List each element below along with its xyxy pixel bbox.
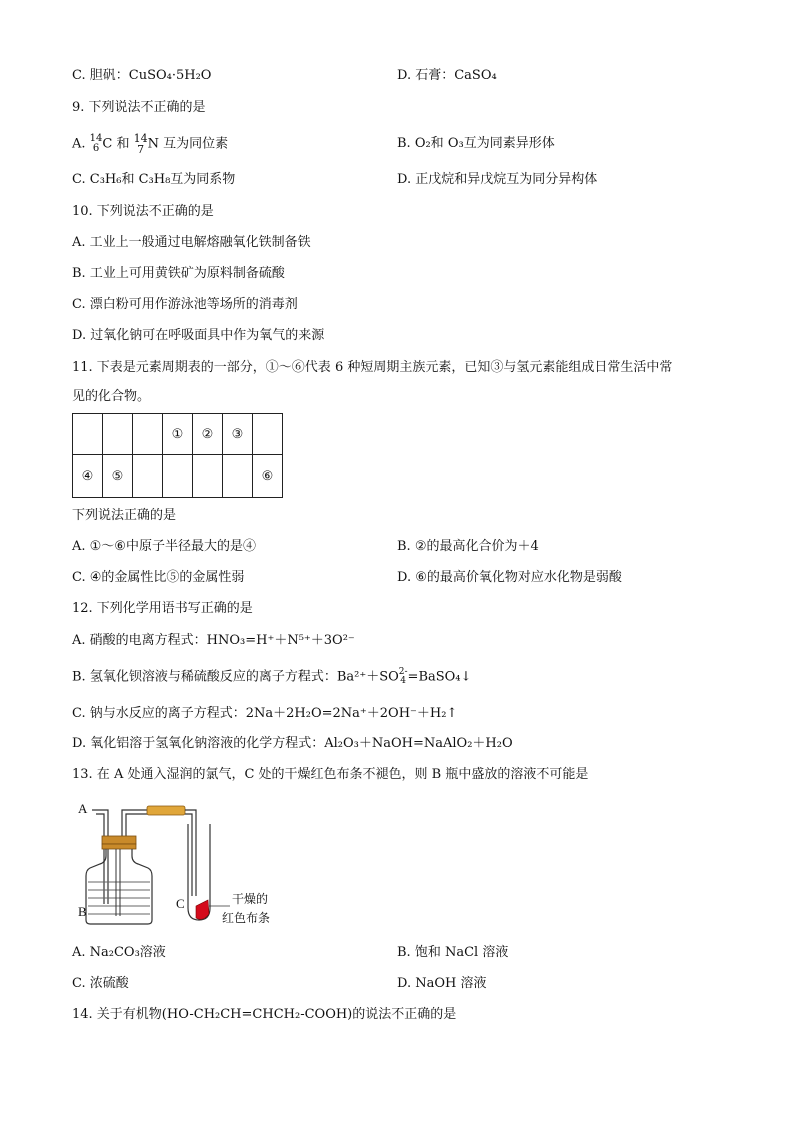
nuclide-n14-numbers: 14 7 <box>133 132 148 156</box>
q12-option-d: D. 氧化铝溶于氢氧化钠溶液的化学方程式：Al₂O₃＋NaOH=NaAlO₂＋H₂O <box>72 736 513 751</box>
q13-option-b: B. 饱和 NaCl 溶液 <box>397 945 509 960</box>
table-cell <box>133 414 163 455</box>
table-cell <box>133 455 163 498</box>
bottle-stopper-lower <box>102 844 136 849</box>
q12-option-a: A. 硝酸的电离方程式：HNO₃=H⁺＋N⁵⁺＋3O²⁻ <box>72 633 355 648</box>
table-cell: ④ <box>73 455 103 498</box>
table-cell: ③ <box>223 414 253 455</box>
table-cell <box>223 455 253 498</box>
q12-option-c: C. 钠与水反应的离子方程式：2Na＋2H₂O=2Na⁺＋2OH⁻＋H₂↑ <box>72 706 458 721</box>
q9-option-b: B. O₂和 O₃互为同素异形体 <box>397 136 555 151</box>
table-cell <box>193 455 223 498</box>
q12-stem: 12. 下列化学用语书写正确的是 <box>72 601 253 616</box>
q9-option-a-n: N 互为同位素 <box>147 136 229 152</box>
inlet-tube-inner <box>96 814 104 904</box>
q13-stem: 13. 在 A 处通入湿润的氯气，C 处的干燥红色布条不褪色，则 B 瓶中盛放的溶液不可能是 <box>72 767 589 782</box>
q9-option-c: C. C₃H₆和 C₃H₈互为同系物 <box>72 172 236 187</box>
q9-stem: 9. 下列说法不正确的是 <box>72 100 206 115</box>
q14-stem: 14. 关于有机物(HO-CH₂CH=CHCH₂-COOH)的说法不正确的是 <box>72 1007 457 1022</box>
q10-option-c: C. 漂白粉可用作游泳池等场所的消毒剂 <box>72 297 298 312</box>
q9-option-a <box>72 133 228 155</box>
q12-option-b <box>72 668 471 687</box>
q12-option-b-prefix: B. 氢氧化钡溶液与稀硫酸反应的离子方程式：Ba²⁺＋SO <box>72 669 399 685</box>
q12-option-b-suffix: =BaSO₄↓ <box>407 669 472 685</box>
bottle-stopper <box>102 836 136 844</box>
q13-option-d: D. NaOH 溶液 <box>397 976 487 991</box>
q11-stem-line2: 见的化合物。 <box>72 389 151 404</box>
q11-lead: 下列说法正确的是 <box>72 508 177 523</box>
table-cell: ⑥ <box>253 455 283 498</box>
q9-option-a-c: C 和 <box>102 136 130 152</box>
cloth-note-line1: 干燥的 <box>232 892 269 906</box>
table-cell <box>103 414 133 455</box>
q10-option-b: B. 工业上可用黄铁矿为原料制备硫酸 <box>72 266 285 281</box>
q8-option-d: D. 石膏：CaSO₄ <box>397 68 497 83</box>
q10-option-d: D. 过氧化钠可在呼吸面具中作为氧气的来源 <box>72 328 325 343</box>
q11-option-a: A. ①～⑥中原子半径最大的是④ <box>72 539 256 554</box>
periodic-table-row <box>73 455 283 498</box>
periodic-table-fragment <box>72 413 283 498</box>
q10-option-a: A. 工业上一般通过电解熔融氧化铁制备铁 <box>72 235 311 250</box>
q11-stem-line1: 11. 下表是元素周期表的一部分，①～⑥代表 6 种短周期主族元素，已知③与氢元素能组成日常生活中常 <box>72 360 673 375</box>
table-cell <box>253 414 283 455</box>
label-a: A <box>78 801 88 816</box>
q13-option-c: C. 浓硫酸 <box>72 976 129 991</box>
rubber-connector <box>147 806 185 815</box>
table-cell <box>163 455 193 498</box>
bottle-liquid <box>88 882 150 914</box>
q10-stem: 10. 下列说法不正确的是 <box>72 204 214 219</box>
q11-option-b: B. ②的最高化合价为＋4 <box>397 539 539 554</box>
q9-option-a-prefix: A. <box>72 136 86 152</box>
cloth-note-line2: 红色布条 <box>222 911 271 925</box>
label-b: B <box>78 904 87 919</box>
periodic-table-row <box>73 414 283 455</box>
table-cell: ② <box>193 414 223 455</box>
nuclide-c14-numbers: 14 6 <box>89 133 103 154</box>
q9-option-d: D. 正戊烷和异戊烷互为同分异构体 <box>397 172 598 187</box>
wash-bottle <box>86 849 152 924</box>
q13-option-a: A. Na₂CO₃溶液 <box>72 945 166 960</box>
q11-option-c: C. ④的金属性比⑤的金属性弱 <box>72 570 245 585</box>
sulfate-charge-subscript: 2- 4 <box>398 667 408 686</box>
table-cell <box>73 414 103 455</box>
q11-option-d: D. ⑥的最高价氧化物对应水化物是弱酸 <box>397 570 622 585</box>
label-c: C <box>176 896 185 911</box>
table-cell: ⑤ <box>103 455 133 498</box>
q8-option-c: C. 胆矾：CuSO₄·5H₂O <box>72 68 212 83</box>
table-cell: ① <box>163 414 193 455</box>
gas-washing-apparatus <box>72 796 312 936</box>
connector-tube <box>185 810 196 896</box>
red-cloth-strip <box>196 900 209 919</box>
